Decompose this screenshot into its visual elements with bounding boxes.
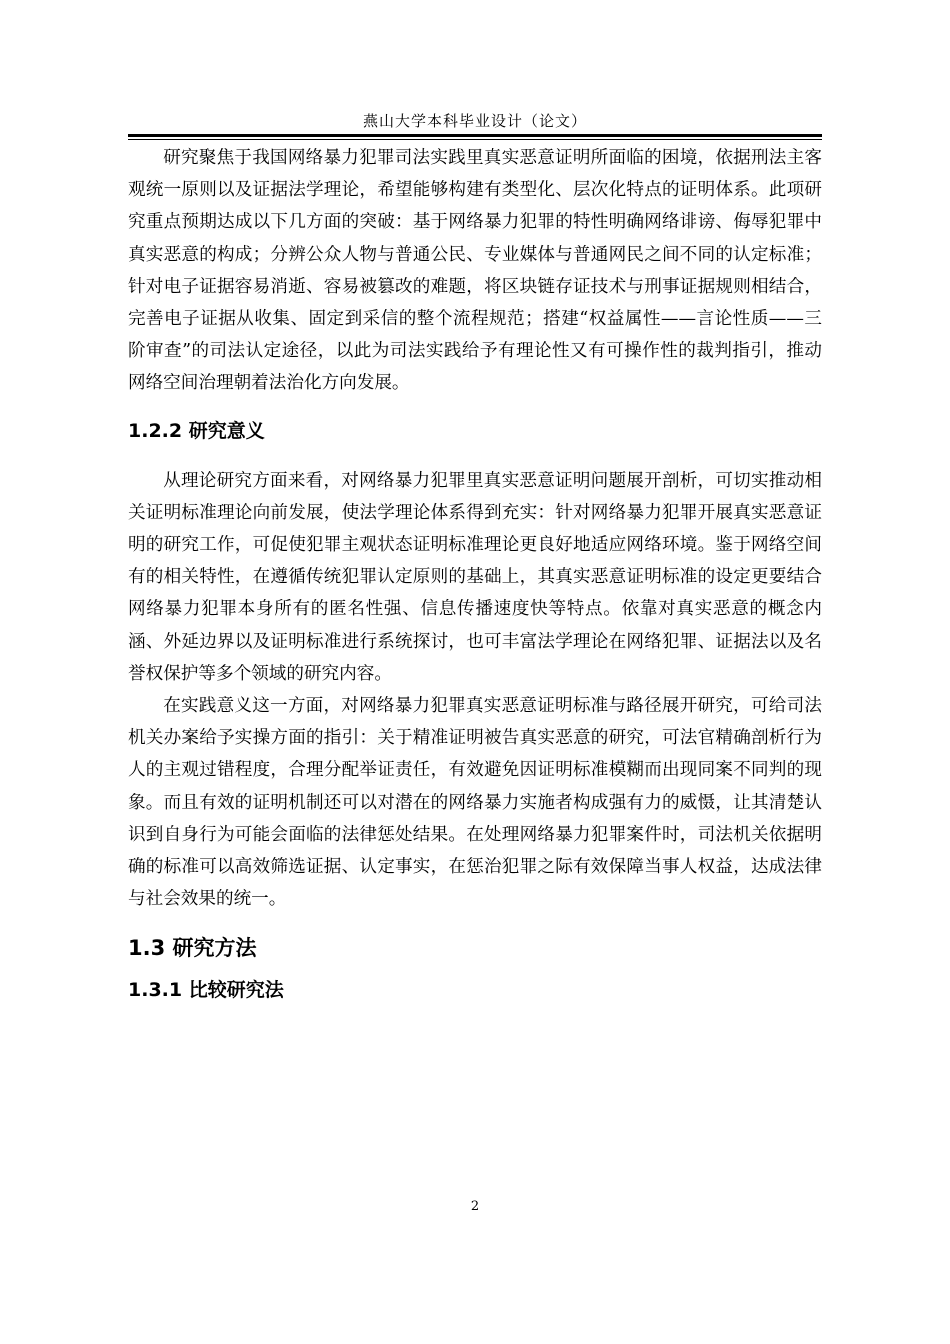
header-rule-thick bbox=[128, 134, 822, 137]
heading-1-3-methods: 1.3 研究方法 bbox=[128, 936, 257, 961]
paragraph-research-goals: 研究聚焦于我国网络暴力犯罪司法实践里真实恶意证明所面临的困境，依据刑法主客观统一原则以及证据法学理论，希望能够构建有类型化、层次化特点的证明体系。此项研究重点预期达成以下几方面的突破：基于网络暴力犯罪的特性明确网络诽谤、侮辱犯罪中真实恶意的构成；分辨公众人物与普通公民、专业媒体与普通网民之间不同的认定标准；针对电子证据容易消逝、容易被篡改的难题，将区块链存证技术与刑事证据规则相结合，完善电子证据从收集、固定到采信的整个流程规范；搭建“权益属性——言论性质——三阶审查”的司法认定途径，以此为司法实践给予有理论性又有可操作性的裁判指引，推动网络空间治理朝着法治化方向发展。 bbox=[128, 148, 822, 394]
paragraph-practical-significance: 在实践意义这一方面，对网络暴力犯罪真实恶意证明标准与路径展开研究，可给司法机关办案给予实操方面的指引：关于精准证明被告真实恶意的研究，可法官精确剖析行为人的主观过错程度，合理分配举证责任，有效避免因证明标准模糊而出现同案不同判的现象。而且有效的证明机制还可以对潜在的网络暴力实施者构成强有力的威慑，让其清楚认识到自身行为可能会面临的法律惩处结果。在处理网络暴力犯罪案件时，司法机关依据明确的标准可以高效筛选证据、认定事实，在惩治犯罪之际有效保障当事人权益，达成法律与社会效果的统一。 bbox=[128, 696, 822, 910]
page-number: 2 bbox=[470, 1199, 480, 1214]
header-rule-thin bbox=[128, 139, 822, 140]
heading-1-3-1-comparative-method: 1.3.1 比较研究法 bbox=[128, 979, 284, 1002]
page-header-title: 燕山大学本科毕业设计（论文） bbox=[362, 112, 587, 130]
heading-1-2-2-significance: 1.2.2 研究意义 bbox=[128, 419, 265, 442]
document-body bbox=[128, 142, 822, 1005]
paragraph-theoretical-significance: 从理论研究方面来看，对网络暴力犯罪里真实恶意证明问题展开剖析，可切实推动相关证明标准理论向前发展，使法学理论体系得到充实：针对网络暴力犯罪开展真实恶意证明的研究工作，可促使犯罪主观状态证明标准理论更良好地适应网络环境。鉴于网络空间有的相关特性，在遵循传统犯罪认定原则的基础上，其真实恶意证明标准的设定更要结合网络暴力犯罪本身所有的匿名性强、信息传播速度快等特点。依靠对真实恶意的概念内涵、外延边界以及证明标准进行系统探讨，也可丰富法学理论在网络犯罪、证据法以及名誉权保护等多个领域的研究内容。 bbox=[128, 470, 822, 684]
